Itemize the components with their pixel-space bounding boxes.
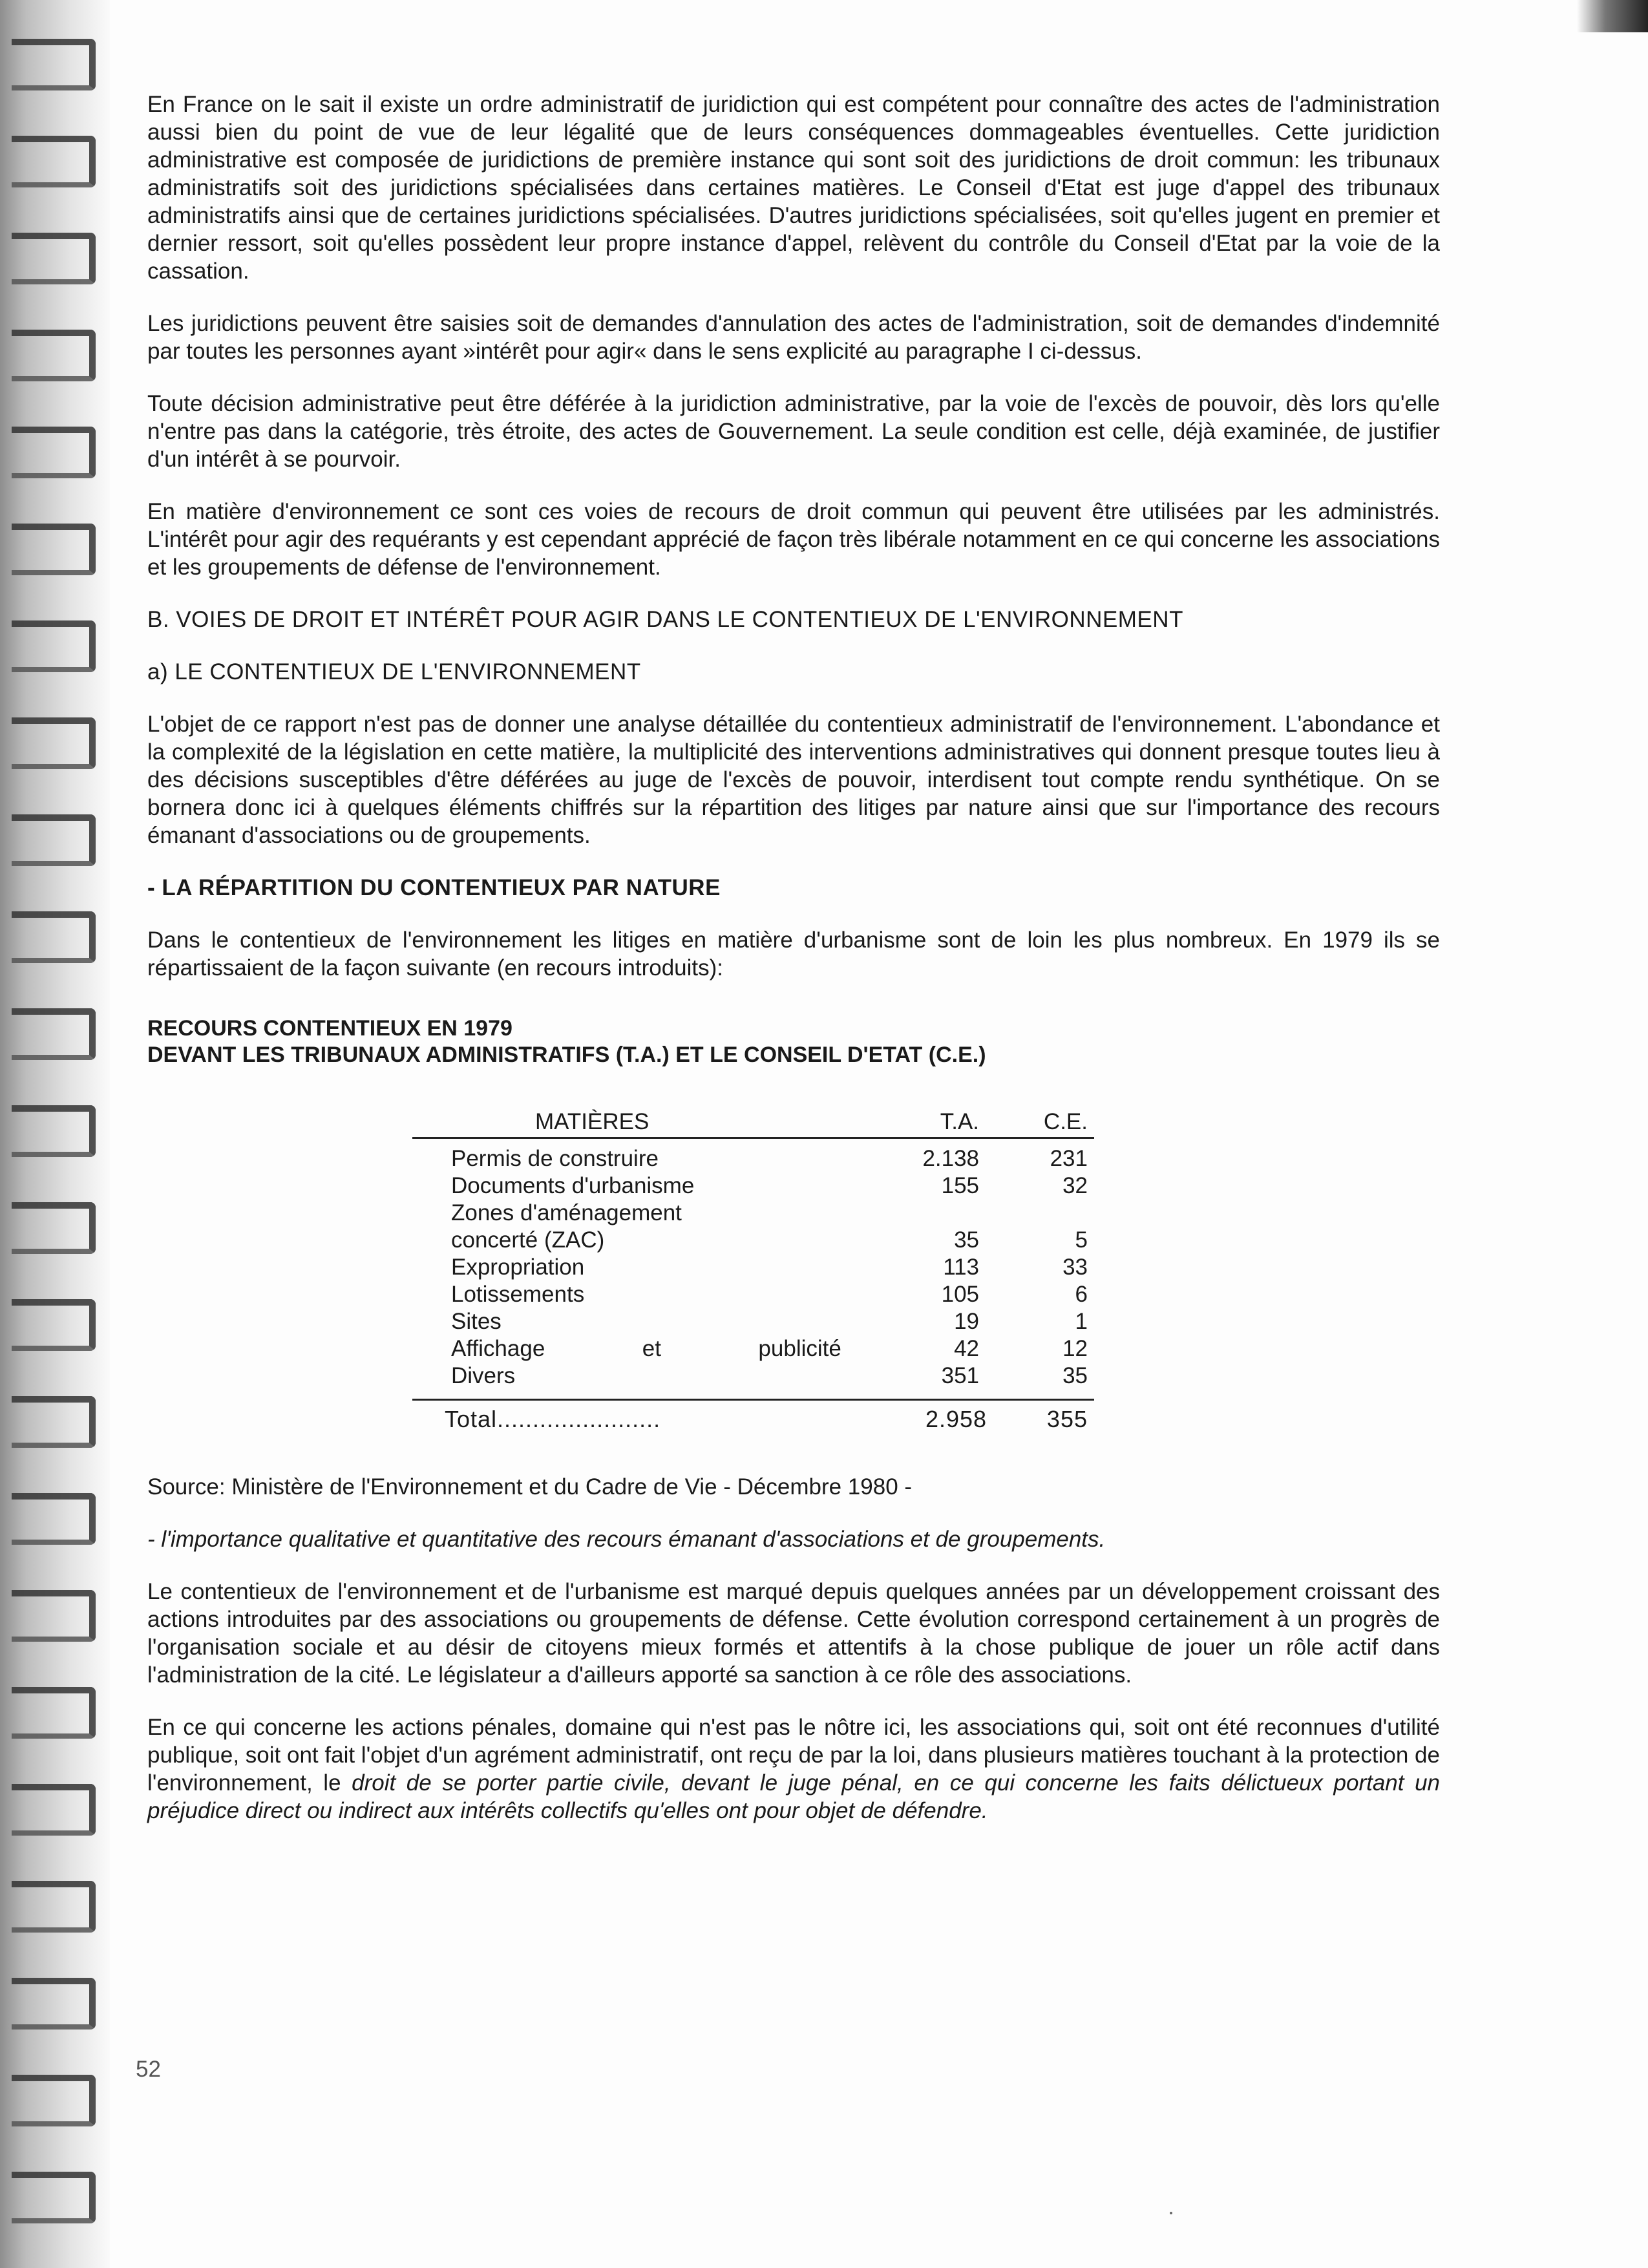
scan-corner-shadow: [1577, 0, 1648, 32]
binding-ring: [12, 1493, 96, 1545]
binding-ring: [12, 2075, 96, 2126]
binding-ring: [12, 814, 96, 866]
row-label: Divers: [451, 1363, 516, 1388]
binding-ring: [12, 39, 96, 90]
row-value-ta: 35: [954, 1227, 980, 1253]
binding-ring: [12, 620, 96, 672]
row-value-ta: [867, 1200, 1013, 1227]
row-label: Expropriation: [451, 1255, 585, 1280]
row-label: concerté (ZAC): [451, 1227, 605, 1253]
recours-table: [412, 1105, 1094, 1433]
table-row: [412, 1308, 1094, 1335]
paragraph-actions-penales-italic: droit de se porter partie civile, devant le juge pénal, en ce qui concerne les faits délictueux portant un préjudice direct ou indirect aux intérêts collectifs qu'elles ont pour objet de défendre.: [147, 1770, 1441, 1823]
binding-ring: [12, 1202, 96, 1254]
row-value-ce: 35: [1062, 1363, 1088, 1388]
document-page: [147, 90, 1440, 1849]
binding-ring: [12, 1978, 96, 2030]
row-label-part: et: [642, 1336, 661, 1361]
binding-ring: [12, 1881, 96, 1933]
table-caption: [147, 1015, 1440, 1068]
row-label-part: Affichage: [451, 1336, 545, 1361]
binding-ring: [12, 911, 96, 963]
row-value-ce: 6: [1075, 1282, 1088, 1307]
table-caption-line1: RECOURS CONTENTIEUX EN 1979: [147, 1016, 512, 1041]
table-row: [412, 1227, 1094, 1254]
table-row: [412, 1335, 1094, 1362]
binding-ring: [12, 2172, 96, 2223]
row-value-ce: 231: [1050, 1146, 1088, 1171]
table-total-row: [412, 1400, 1094, 1434]
row-label: Zones d'aménagement: [451, 1200, 682, 1225]
binding-ring: [12, 1687, 96, 1739]
row-value-ce: 12: [1062, 1336, 1088, 1361]
paragraph-actions-penales: [147, 1713, 1440, 1825]
total-value-ce: 355: [1013, 1400, 1094, 1434]
binding-ring: [12, 1590, 96, 1642]
paragraph-urbanisme: Dans le contentieux de l'environnement les litiges en matière d'urbanisme sont de loin les plus nombreux. En 1979 ils se répartissaient de la façon suivante (en recours introduits):: [147, 927, 1440, 980]
binding-ring: [12, 427, 96, 478]
table-row: [412, 1254, 1094, 1281]
total-label: Total.......................: [412, 1400, 867, 1434]
binding-ring: [12, 524, 96, 575]
subheading-importance: - l'importance qualitative et quantitative des recours émanant d'associations et de groupements.: [147, 1527, 1106, 1552]
row-value-ta: 2.138: [922, 1146, 980, 1171]
section-heading-b: B. VOIES DE DROIT ET INTÉRÊT POUR AGIR DANS LE CONTENTIEUX DE L'ENVIRONNEMENT: [147, 607, 1183, 632]
binding-ring: [12, 1784, 96, 1836]
section-heading-a: a) LE CONTENTIEUX DE L'ENVIRONNEMENT: [147, 659, 641, 684]
binding-ring: [12, 1008, 96, 1060]
paragraph-actions-penales-text: En ce qui concerne les actions pénales, domaine qui n'est pas le nôtre ici, les associations qui, soit ont été reconnues d'utilité publique, soit ont fait l'objet d'un agrément administratif, ont reçu de par la loi, dans plusieurs matières touchant à la protection de l'environnement, le: [147, 1715, 1440, 1796]
row-value-ta: 42: [954, 1336, 980, 1361]
row-label: Sites: [451, 1309, 502, 1334]
page-number: 52: [136, 2057, 161, 2082]
row-value-ce: 1: [1075, 1309, 1088, 1334]
row-label: Permis de construire: [451, 1146, 659, 1171]
table-row: [412, 1172, 1094, 1200]
binding-ring: [12, 1396, 96, 1448]
row-value-ta: 105: [941, 1282, 980, 1307]
row-value-ce: 33: [1062, 1255, 1088, 1280]
paragraph-environnement: En matière d'environnement ce sont ces voies de recours de droit commun qui peuvent être utilisées par les administrés. L'intérêt pour agir des requérants y est cependant apprécié de façon très libérale notamment en ce qui concerne les associations et les groupements de défense de l'environnement.: [147, 499, 1440, 580]
row-value-ce: [1013, 1200, 1094, 1227]
row-value-ta: 155: [941, 1173, 980, 1198]
paragraph-decision: Toute décision administrative peut être déférée à la juridiction administrative, par la voie de l'excès de pouvoir, dès lors qu'elle n'entre pas dans la catégorie, très étroite, des actes de Gouvernement. La seule condition est celle, déjà examinée, de justifier d'un intérêt à se pourvoir.: [147, 391, 1440, 472]
table-caption-line2: DEVANT LES TRIBUNAUX ADMINISTRATIFS (T.A.) ET LE CONSEIL D'ETAT (C.E.): [147, 1043, 986, 1067]
paragraph-objet: L'objet de ce rapport n'est pas de donner une analyse détaillée du contentieux administratif de l'environnement. L'abondance et la complexité de la législation en cette matière, la multiplicité des interventions administratives qui donnent presque toutes lieu à des décisions susceptibles d'être déférées au juge de l'excès de pouvoir, interdisent tout compte rendu synthétique. On se bornera donc ici à quelques éléments chiffrés sur la répartition des litiges par nature ainsi que sur l'importance des recours émanant d'associations ou de groupements.: [147, 712, 1440, 848]
row-label: [412, 1335, 867, 1362]
row-value-ce: 5: [1075, 1227, 1088, 1253]
table-header-row: [412, 1105, 1094, 1138]
column-header-ce: C.E.: [1013, 1105, 1094, 1138]
row-value-ce: 32: [1062, 1173, 1088, 1198]
paragraph-saisine: Les juridictions peuvent être saisies soit de demandes d'annulation des actes de l'administration, soit de demandes d'indemnité par toutes les personnes ayant »intérêt pour agir« dans le sens explicité au paragraphe I ci-dessus.: [147, 311, 1440, 364]
row-value-ta: 351: [941, 1363, 980, 1388]
column-header-matieres: MATIÈRES: [412, 1105, 867, 1138]
subheading-repartition: - LA RÉPARTITION DU CONTENTIEUX PAR NATURE: [147, 875, 721, 900]
row-label: Documents d'urbanisme: [451, 1173, 695, 1198]
binding-ring: [12, 1105, 96, 1157]
row-value-ta: 19: [954, 1309, 980, 1334]
spiral-binding: [0, 0, 110, 2268]
row-label: Lotissements: [451, 1282, 585, 1307]
binding-ring: [12, 136, 96, 187]
row-value-ta: 113: [943, 1255, 980, 1280]
table-row: [412, 1200, 1094, 1227]
binding-ring: [12, 717, 96, 769]
binding-ring: [12, 330, 96, 381]
paragraph-juridiction: En France on le sait il existe un ordre administratif de juridiction qui est compétent pour connaître des actes de l'administration aussi bien du point de vue de leur légalité que de leurs conséquences dommageables éventuelles. Cette juridiction administrative est composée de juridictions de première instance qui sont soit des juridictions de droit commun: les tribunaux administratifs soit des juridictions spécialisées dans certaines matières. Le Conseil d'Etat est juge d'appel des tribunaux administratifs ainsi que de certaines juridictions spécialisées. D'autres juridictions spécialisées, soit qu'elles jugent en premier et dernier ressort, soit qu'elles possèdent leur propre instance d'appel, relèvent du contrôle du Conseil d'Etat par la voie de la cassation.: [147, 92, 1440, 284]
row-label-part: publicité: [758, 1336, 841, 1361]
table-row: [412, 1281, 1094, 1308]
scan-speck: [1170, 2212, 1172, 2214]
column-header-ta: T.A.: [867, 1105, 1013, 1138]
table-row: [412, 1362, 1094, 1400]
table-row: [412, 1138, 1094, 1173]
paragraph-associations: Le contentieux de l'environnement et de l'urbanisme est marqué depuis quelques années par un développement croissant des actions introduites par des associations ou groupements de défense. Cette évolution correspond certainement à un progrès de l'organisation sociale et au désir de citoyens mieux formés et attentifs à la chose publique de jouer un rôle actif dans l'administration de la cité. Le législateur a d'ailleurs apporté sa sanction à ce rôle des associations.: [147, 1579, 1440, 1688]
total-value-ta: 2.958: [867, 1400, 1013, 1434]
binding-ring: [12, 1299, 96, 1351]
binding-ring: [12, 233, 96, 284]
table-source: Source: Ministère de l'Environnement et du Cadre de Vie - Décembre 1980 -: [147, 1474, 913, 1500]
